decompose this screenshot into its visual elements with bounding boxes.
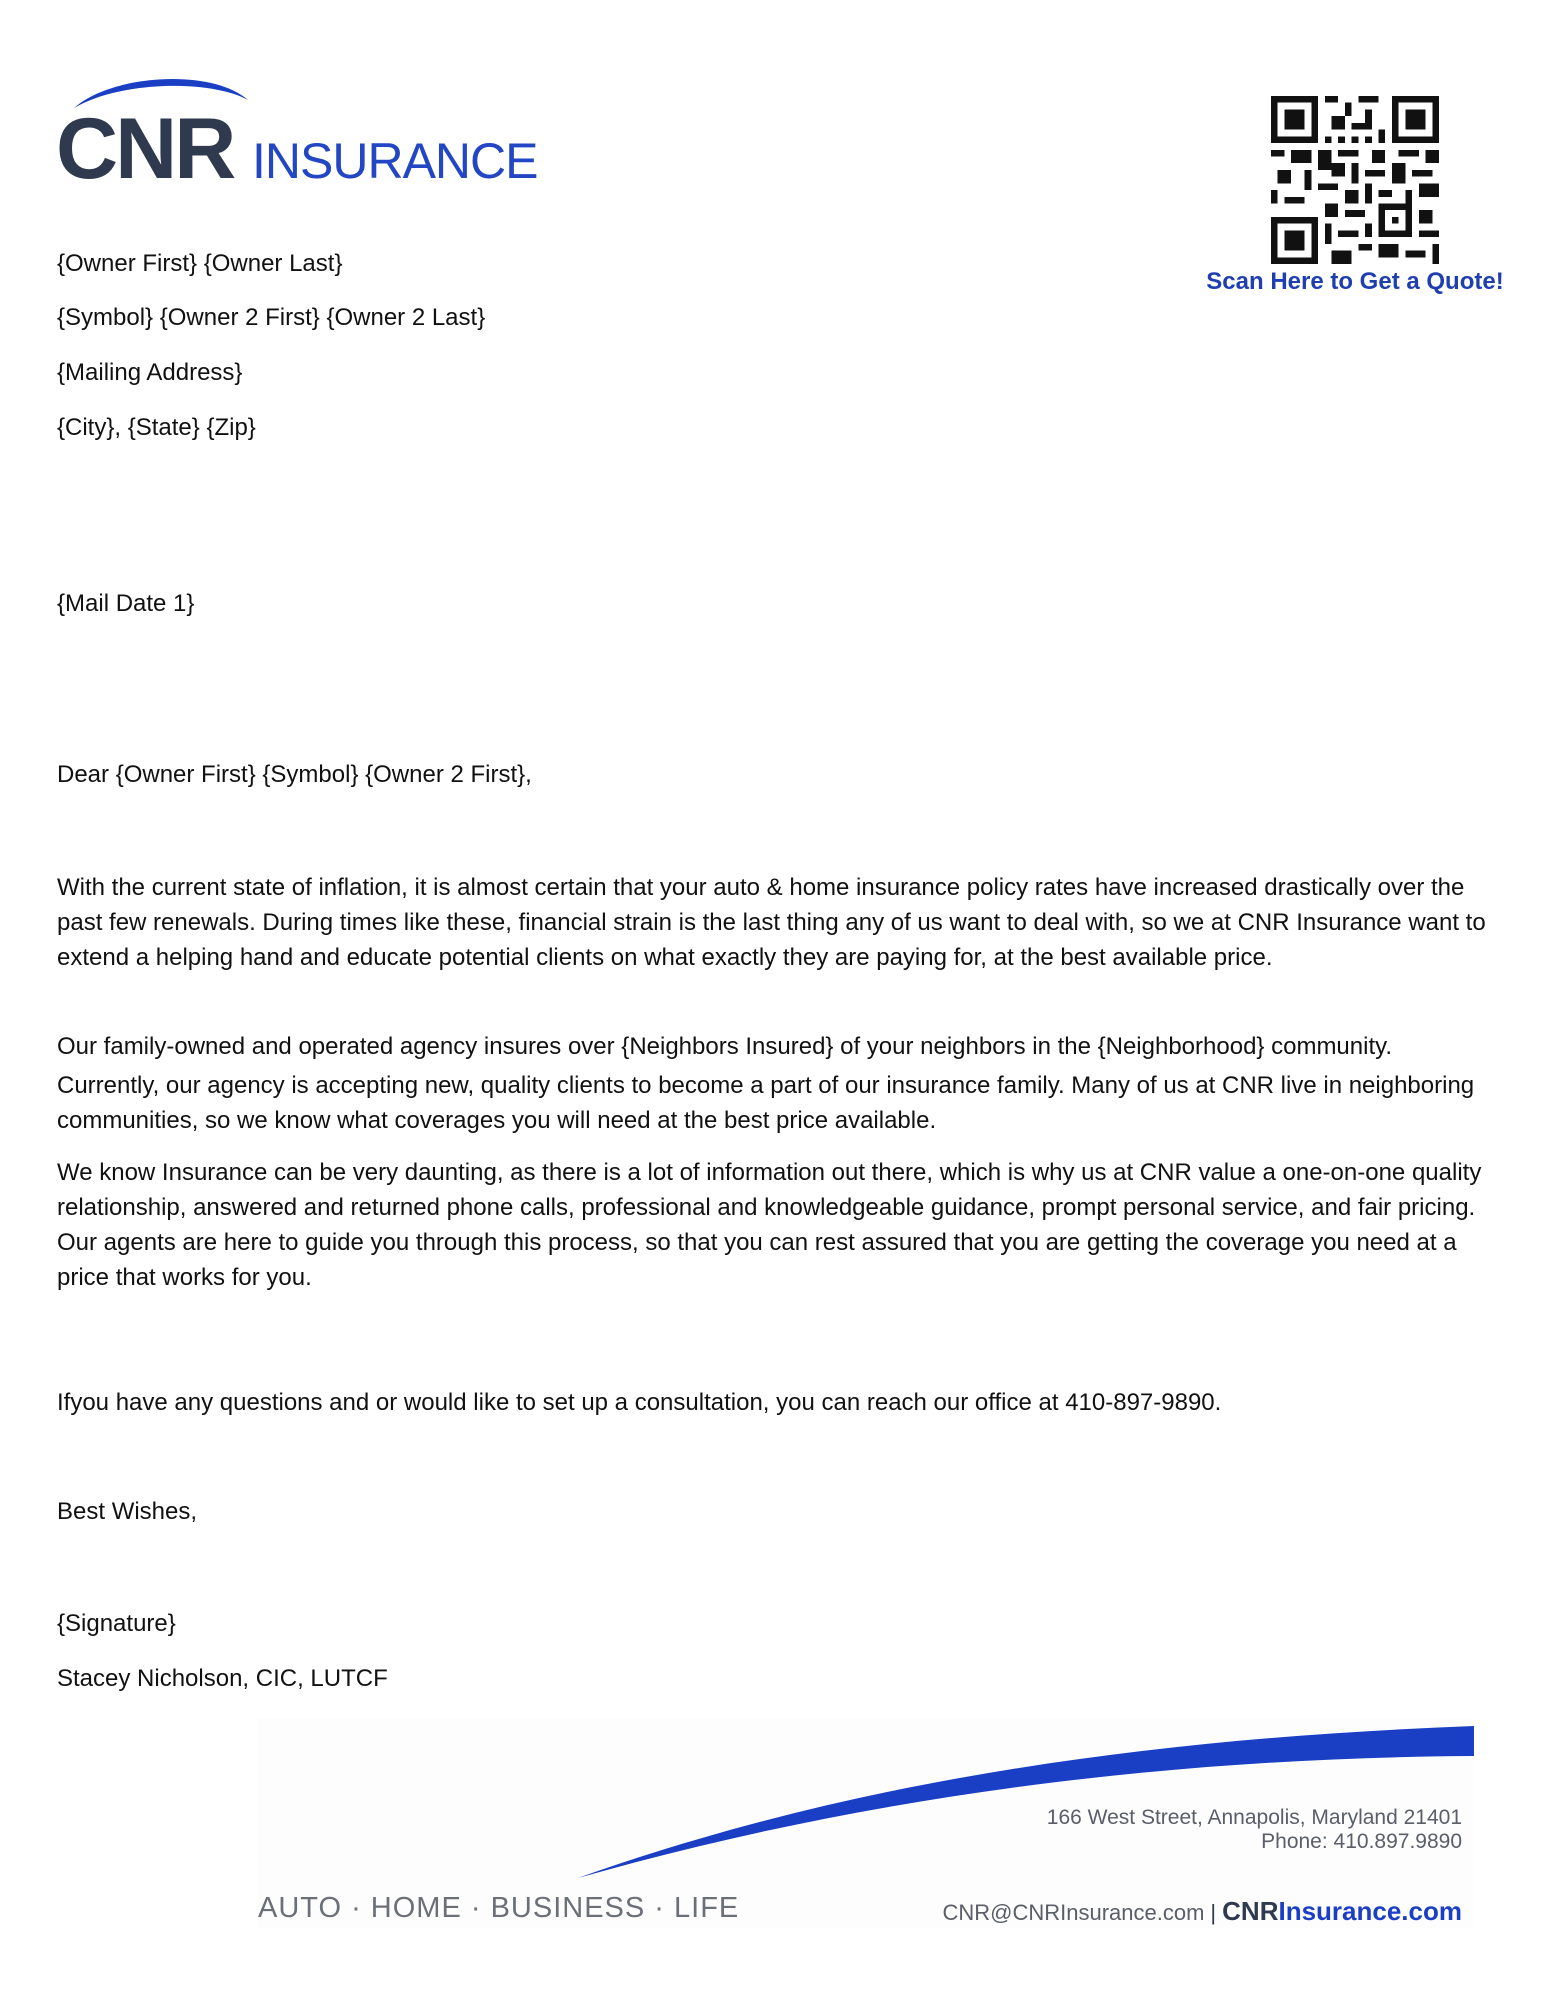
qr-caption: Scan Here to Get a Quote!	[1206, 268, 1504, 295]
signature-placeholder: {Signature}	[57, 1610, 176, 1637]
letterhead-footer	[258, 1718, 1474, 1928]
recipient-name-line: {Owner First} {Owner Last}	[57, 250, 343, 277]
company-logo	[56, 70, 546, 197]
footer-site-rest[interactable]: Insurance.com	[1278, 1896, 1462, 1926]
logo-insurance-text: INSURANCE	[252, 133, 538, 189]
recipient-address-line: {Mailing Address}	[57, 359, 243, 386]
mail-date: {Mail Date 1}	[57, 590, 195, 617]
qr-code[interactable]	[1270, 96, 1440, 264]
footer-phone: Phone: 410.897.9890	[1261, 1830, 1462, 1853]
footer-tagline: AUTO · HOME · BUSINESS · LIFE	[258, 1892, 740, 1924]
body-paragraph-5: Ifyou have any questions and or would like to set up a consultation, you can reach our office at 410-897-9890.	[57, 1389, 1222, 1416]
body-paragraph-1: With the current state of inflation, it is almost certain that your auto & home insurance policy rates have increased drastically over the past few renewals. During times like these, financial strain is the last thing any of us want to deal with, so we at CNR Insurance want to extend a helping hand and educate potential clients on what exactly they are paying for, at the best available price.	[57, 874, 1486, 971]
closing: Best Wishes,	[57, 1498, 198, 1525]
body-paragraph-4: We know Insurance can be very daunting, as there is a lot of information out there, which is why us at CNR value a one-on-one quality relationship, answered and returned phone calls, professional and knowledgeable guidance, prompt personal service, and fair pricing. Our agents are here to guide you through this process, so that you can rest assured that you are getting the coverage you need at a price that works for you.	[57, 1159, 1482, 1291]
salutation: Dear {Owner First} {Symbol} {Owner 2 First},	[57, 761, 532, 788]
footer-contact	[942, 1896, 1462, 1927]
footer-swoosh	[258, 1718, 1474, 1878]
signer-name: Stacey Nicholson, CIC, LUTCF	[57, 1665, 388, 1692]
footer-address: 166 West Street, Annapolis, Maryland 21401	[1046, 1806, 1462, 1829]
logo-cnr-text: CNR	[56, 101, 234, 197]
recipient-city-line: {City}, {State} {Zip}	[57, 414, 256, 441]
footer-separator: |	[1210, 1900, 1217, 1925]
body-paragraph-2: Our family-owned and operated agency insures over {Neighbors Insured} of your neighbors in the {Neighborhood} community.	[57, 1033, 1393, 1060]
footer-site-bold[interactable]: CNR	[1222, 1896, 1279, 1926]
footer-email[interactable]: CNR@CNRInsurance.com	[942, 1900, 1205, 1925]
recipient-secondary-line: {Symbol} {Owner 2 First} {Owner 2 Last}	[57, 304, 486, 331]
body-paragraph-3: Currently, our agency is accepting new, quality clients to become a part of our insurance family. Many of us at CNR live in neighboring communities, so we know what coverages you will need at the best price available.	[57, 1072, 1475, 1134]
